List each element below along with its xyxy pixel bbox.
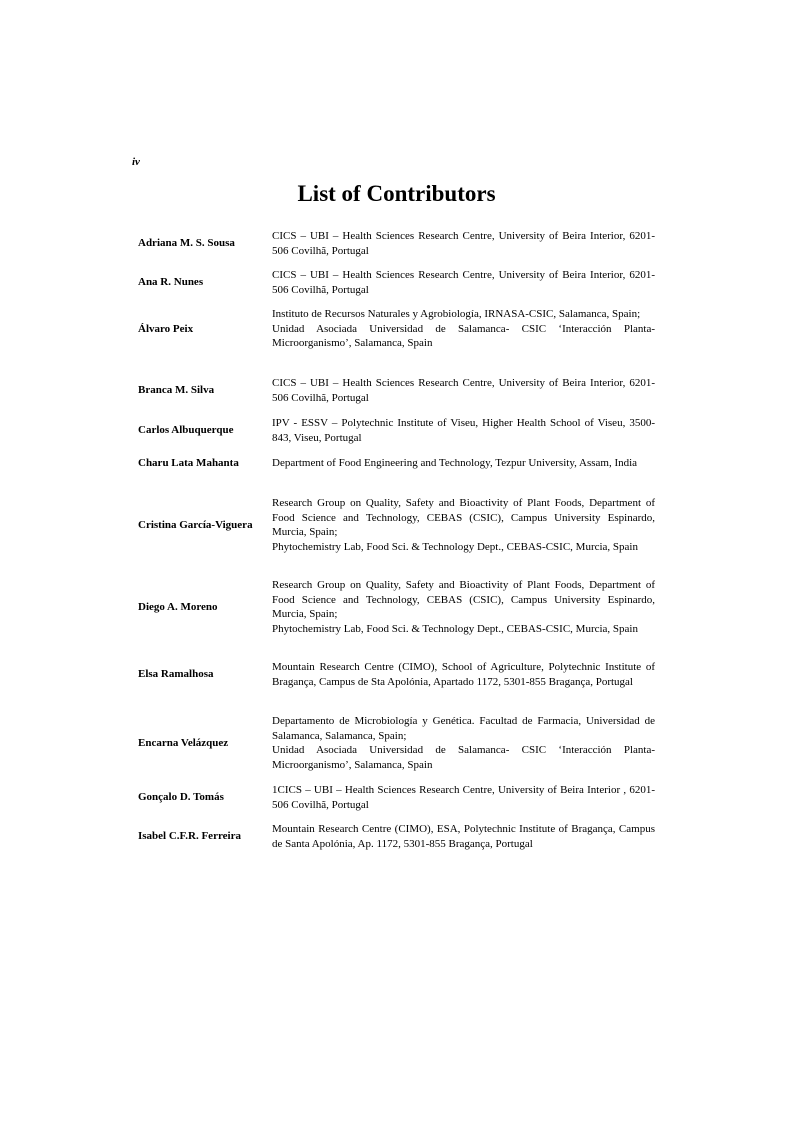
contributor-affiliation (272, 578, 655, 637)
affiliation-part: Unidad Asociada Universidad de Salamanca- CSIC ‘Interacción Planta-Microorganismo’, Salamanca, Spain (272, 744, 655, 772)
contributor-name: Encarna Velázquez (138, 736, 229, 749)
contributor-affiliation: CICS – UBI – Health Sciences Research Centre, University of Beira Interior, 6201-506 Covilhã, Portugal (272, 230, 655, 257)
contributor-affiliation: Department of Food Engineering and Technology, Tezpur University, Assam, India (272, 457, 638, 470)
contributor-name: Adriana M. S. Sousa (138, 237, 235, 250)
affiliation-part: Phytochemistry Lab, Food Sci. & Technology Dept., CEBAS-CSIC, Murcia, Spain (272, 623, 638, 636)
affiliation-part: Research Group on Quality, Safety and Bioactivity of Plant Foods, Department of Food Science and Technology, CEBAS (CSIC), Campus University Espinardo, Murcia, Spain; (272, 579, 655, 621)
contributor-row (138, 456, 658, 471)
contributor-name: Elsa Ramalhosa (138, 668, 214, 681)
contributor-name: Diego A. Moreno (138, 600, 218, 613)
affiliation-part: Unidad Asociada Universidad de Salamanca- CSIC ‘Interacción Planta-Microorganismo’, Salamanca, Spain (272, 322, 655, 350)
contributor-name: Carlos Albuquerque (138, 424, 234, 437)
contributor-affiliation: CICS – UBI – Health Sciences Research Centre, University of Beira Interior, 6201-506 Covilhã, Portugal (272, 377, 655, 404)
contributor-affiliation (272, 307, 655, 351)
affiliation-part: Instituto de Recursos Naturales y Agrobiología, IRNASA-CSIC, Salamanca, Spain; (272, 308, 641, 320)
contributor-name: Isabel C.F.R. Ferreira (138, 830, 241, 843)
contributor-name: Branca M. Silva (138, 384, 215, 397)
contributor-row (138, 783, 658, 812)
contributor-row (138, 822, 658, 851)
contributor-name: Cristina García-Viguera (138, 518, 253, 531)
contributor-affiliation (272, 496, 655, 555)
contributor-affiliation: Mountain Research Centre (CIMO), School of Agriculture, Polytechnic Institute of Bragança, Campus de Sta Apolónia, Apartado 1172, 5301-855 Bragança, Portugal (272, 661, 655, 688)
contributor-row (138, 714, 658, 773)
contributor-name: Álvaro Peix (138, 322, 194, 335)
affiliation-part: Phytochemistry Lab, Food Sci. & Technology Dept., CEBAS-CSIC, Murcia, Spain (272, 541, 638, 554)
contributor-row (138, 376, 658, 405)
contributor-name: Gonçalo D. Tomás (138, 791, 224, 804)
contributor-name: Ana R. Nunes (138, 276, 204, 289)
contributor-affiliation: Mountain Research Centre (CIMO), ESA, Polytechnic Institute of Bragança, Campus de Santa Apolónia, Ap. 1172, 5301-855 Bragança, Portugal (272, 823, 655, 850)
contributor-affiliation: IPV - ESSV – Polytechnic Institute of Viseu, Higher Health School of Viseu, 3500-843, Viseu, Portugal (272, 417, 655, 444)
contributor-affiliation (272, 714, 655, 773)
contributor-row (138, 307, 658, 351)
affiliation-part: Departamento de Microbiología y Genética. Facultad de Farmacia, Universidad de Salamanca, Salamanca, Spain; (272, 715, 655, 742)
contributor-affiliation: CICS – UBI – Health Sciences Research Centre, University of Beira Interior, 6201-506 Covilhã, Portugal (272, 269, 655, 296)
contributor-row (138, 268, 658, 297)
contributor-name: Charu Lata Mahanta (138, 457, 239, 469)
contributor-row (138, 229, 658, 258)
affiliation-part: Research Group on Quality, Safety and Bioactivity of Plant Foods, Department of Food Science and Technology, CEBAS (CSIC), Campus University Espinardo, Murcia, Spain; (272, 497, 655, 539)
contributor-row (138, 578, 658, 637)
contributor-row (138, 416, 658, 445)
contributor-affiliation: 1CICS – UBI – Health Sciences Research Centre, University of Beira Interior , 6201-506 Covilhã, Portugal (272, 784, 655, 811)
contributor-row (138, 660, 658, 689)
page-title: List of Contributors (297, 181, 496, 206)
contributor-row (138, 496, 658, 555)
page-number: iv (132, 156, 140, 168)
